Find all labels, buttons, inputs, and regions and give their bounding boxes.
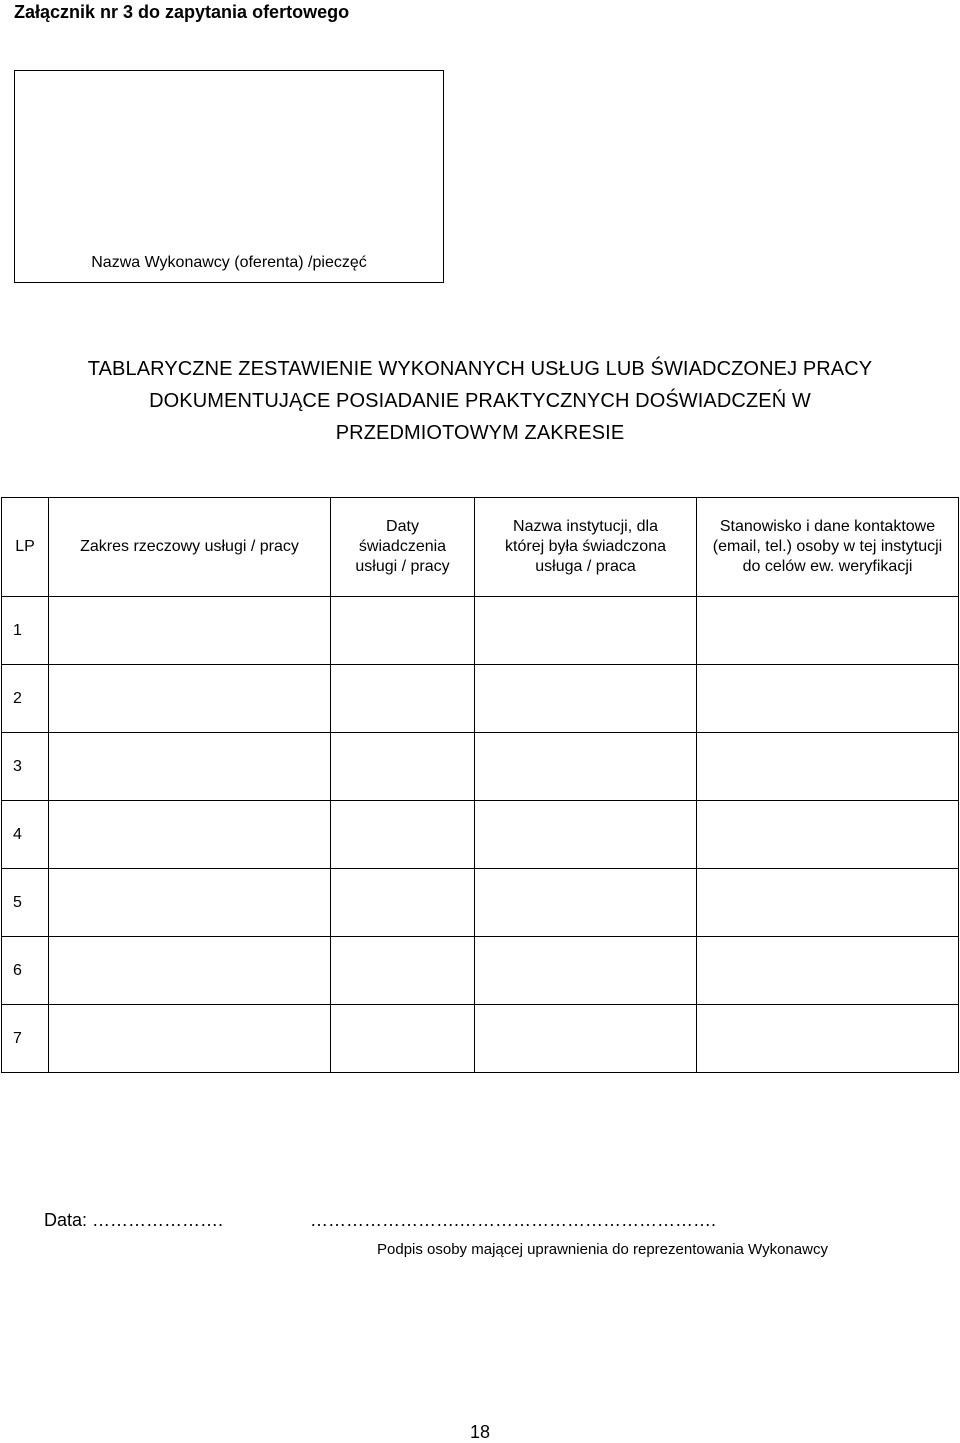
cell-dates[interactable]: [331, 733, 475, 801]
column-header-institution: Nazwa instytucji, dla której była świadczona usługa / praca: [475, 498, 697, 597]
experience-table: [1, 497, 959, 1073]
row-number: 1: [2, 597, 49, 665]
row-number: 5: [2, 869, 49, 937]
page-number: 18: [469, 1422, 491, 1442]
column-header-lp: LP: [2, 498, 49, 597]
table-header-row: [2, 498, 959, 597]
cell-institution[interactable]: [475, 665, 697, 733]
cell-contact[interactable]: [697, 733, 959, 801]
cell-contact[interactable]: [697, 1005, 959, 1073]
cell-dates[interactable]: [331, 801, 475, 869]
row-number: 4: [2, 801, 49, 869]
cell-institution[interactable]: [475, 597, 697, 665]
table-row: [2, 869, 959, 937]
cell-scope[interactable]: [49, 801, 331, 869]
cell-institution[interactable]: [475, 1005, 697, 1073]
table-row: [2, 1005, 959, 1073]
stamp-caption: Nazwa Wykonawcy (oferenta) /pieczęć: [91, 254, 367, 271]
document-title: [0, 353, 960, 449]
table-row: [2, 801, 959, 869]
cell-scope[interactable]: [49, 733, 331, 801]
cell-contact[interactable]: [697, 665, 959, 733]
cell-contact[interactable]: [697, 801, 959, 869]
table-row: [2, 665, 959, 733]
cell-dates[interactable]: [331, 869, 475, 937]
row-number: 7: [2, 1005, 49, 1073]
cell-contact[interactable]: [697, 597, 959, 665]
cell-institution[interactable]: [475, 937, 697, 1005]
contractor-stamp-box: [14, 70, 444, 283]
table-row: [2, 597, 959, 665]
table-row: [2, 937, 959, 1005]
cell-dates[interactable]: [331, 1005, 475, 1073]
row-number: 3: [2, 733, 49, 801]
title-line: TABLARYCZNE ZESTAWIENIE WYKONANYCH USŁUG LUB ŚWIADCZONEJ PRACY: [87, 358, 873, 380]
cell-institution[interactable]: [475, 733, 697, 801]
cell-contact[interactable]: [697, 937, 959, 1005]
cell-dates[interactable]: [331, 937, 475, 1005]
signature-line[interactable]: …………………….…………………………………….: [310, 1210, 717, 1230]
title-line: PRZEDMIOTOWYM ZAKRESIE: [335, 422, 625, 444]
row-number: 6: [2, 937, 49, 1005]
cell-scope[interactable]: [49, 937, 331, 1005]
cell-scope[interactable]: [49, 869, 331, 937]
cell-contact[interactable]: [697, 869, 959, 937]
column-header-dates: Daty świadczenia usługi / pracy: [331, 498, 475, 597]
column-header-scope: Zakres rzeczowy usługi / pracy: [49, 498, 331, 597]
cell-dates[interactable]: [331, 597, 475, 665]
cell-scope[interactable]: [49, 597, 331, 665]
cell-institution[interactable]: [475, 801, 697, 869]
cell-scope[interactable]: [49, 1005, 331, 1073]
cell-dates[interactable]: [331, 665, 475, 733]
attachment-label: Załącznik nr 3 do zapytania ofertowego: [14, 2, 350, 22]
column-header-contact: Stanowisko i dane kontaktowe (email, tel.) osoby w tej instytucji do celów ew. weryfikacji: [697, 498, 959, 597]
table-row: [2, 733, 959, 801]
cell-institution[interactable]: [475, 869, 697, 937]
cell-scope[interactable]: [49, 665, 331, 733]
signature-caption: Podpis osoby mającej uprawnienia do reprezentowania Wykonawcy: [377, 1241, 828, 1258]
title-line: DOKUMENTUJĄCE POSIADANIE PRAKTYCZNYCH DOŚWIADCZEŃ W: [149, 390, 811, 412]
row-number: 2: [2, 665, 49, 733]
date-field[interactable]: Data: ………………….: [44, 1210, 224, 1230]
